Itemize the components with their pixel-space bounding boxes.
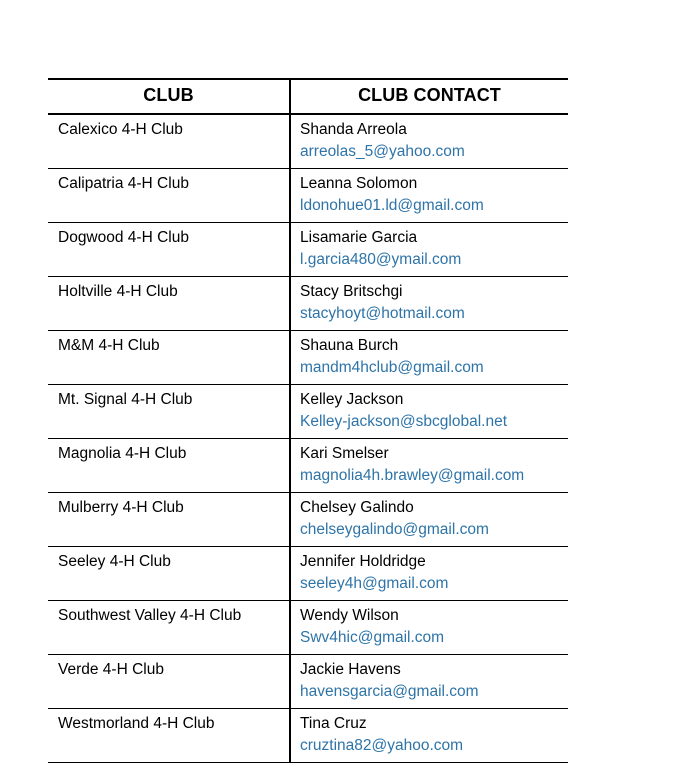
table-row <box>48 385 568 439</box>
club-contact-cell <box>290 601 568 655</box>
contact-email-link[interactable]: Swv4hic@gmail.com <box>300 629 445 646</box>
column-header-club: CLUB <box>48 79 290 114</box>
contact-person-name: Lisamarie Garcia <box>300 229 418 246</box>
table-row <box>48 439 568 493</box>
contact-email-link[interactable]: arreolas_5@yahoo.com <box>300 143 465 160</box>
contact-person-name: Jackie Havens <box>300 661 401 678</box>
contact-person-name: Shauna Burch <box>300 337 399 354</box>
table-row <box>48 114 568 169</box>
table-row <box>48 331 568 385</box>
contact-person-name: Kari Smelser <box>300 445 389 462</box>
contact-email-link[interactable]: mandm4hclub@gmail.com <box>300 359 484 376</box>
table-row <box>48 169 568 223</box>
contact-person-name: Wendy Wilson <box>300 607 399 624</box>
table-row <box>48 655 568 709</box>
contact-person-name: Jennifer Holdridge <box>300 553 426 570</box>
table-row <box>48 277 568 331</box>
club-name-cell: Mt. Signal 4-H Club <box>48 385 290 439</box>
club-name-cell: Southwest Valley 4-H Club <box>48 601 290 655</box>
club-contact-cell <box>290 169 568 223</box>
contact-person-name: Chelsey Galindo <box>300 499 414 516</box>
table-row <box>48 223 568 277</box>
club-name-cell: Calexico 4-H Club <box>48 114 290 169</box>
club-contact-table <box>48 78 568 763</box>
club-contact-cell <box>290 493 568 547</box>
club-contact-cell <box>290 439 568 493</box>
contact-email-link[interactable]: chelseygalindo@gmail.com <box>300 521 489 538</box>
contact-person-name: Stacy Britschgi <box>300 283 403 300</box>
club-name-cell: Calipatria 4-H Club <box>48 169 290 223</box>
club-name-cell: Magnolia 4-H Club <box>48 439 290 493</box>
club-name-cell: Seeley 4-H Club <box>48 547 290 601</box>
table-row <box>48 493 568 547</box>
contact-person-name: Leanna Solomon <box>300 175 418 192</box>
club-contact-cell <box>290 331 568 385</box>
club-contact-cell <box>290 655 568 709</box>
club-contact-cell <box>290 709 568 763</box>
contact-person-name: Tina Cruz <box>300 715 367 732</box>
club-contact-cell <box>290 223 568 277</box>
club-contact-cell <box>290 385 568 439</box>
column-header-club-contact: CLUB CONTACT <box>290 79 568 114</box>
table-body <box>48 114 568 763</box>
contact-email-link[interactable]: ldonohue01.ld@gmail.com <box>300 197 484 214</box>
contact-person-name: Kelley Jackson <box>300 391 404 408</box>
club-contact-cell <box>290 114 568 169</box>
contact-email-link[interactable]: seeley4h@gmail.com <box>300 575 449 592</box>
club-name-cell: Verde 4-H Club <box>48 655 290 709</box>
table-row <box>48 601 568 655</box>
contact-email-link[interactable]: Kelley-jackson@sbcglobal.net <box>300 413 508 430</box>
contact-email-link[interactable]: stacyhoyt@hotmail.com <box>300 305 465 322</box>
club-name-cell: Holtville 4-H Club <box>48 277 290 331</box>
club-name-cell: Mulberry 4-H Club <box>48 493 290 547</box>
club-name-cell: Dogwood 4-H Club <box>48 223 290 277</box>
club-name-cell: M&M 4-H Club <box>48 331 290 385</box>
contact-email-link[interactable]: magnolia4h.brawley@gmail.com <box>300 467 525 484</box>
table-header <box>48 79 568 114</box>
contact-email-link[interactable]: havensgarcia@gmail.com <box>300 683 479 700</box>
table-row <box>48 547 568 601</box>
club-contact-cell <box>290 277 568 331</box>
club-contact-cell <box>290 547 568 601</box>
contact-email-link[interactable]: cruztina82@yahoo.com <box>300 737 464 754</box>
table-row <box>48 709 568 763</box>
table-header-row <box>48 79 568 114</box>
contact-person-name: Shanda Arreola <box>300 121 407 138</box>
contact-email-link[interactable]: l.garcia480@ymail.com <box>300 251 462 268</box>
club-name-cell: Westmorland 4-H Club <box>48 709 290 763</box>
